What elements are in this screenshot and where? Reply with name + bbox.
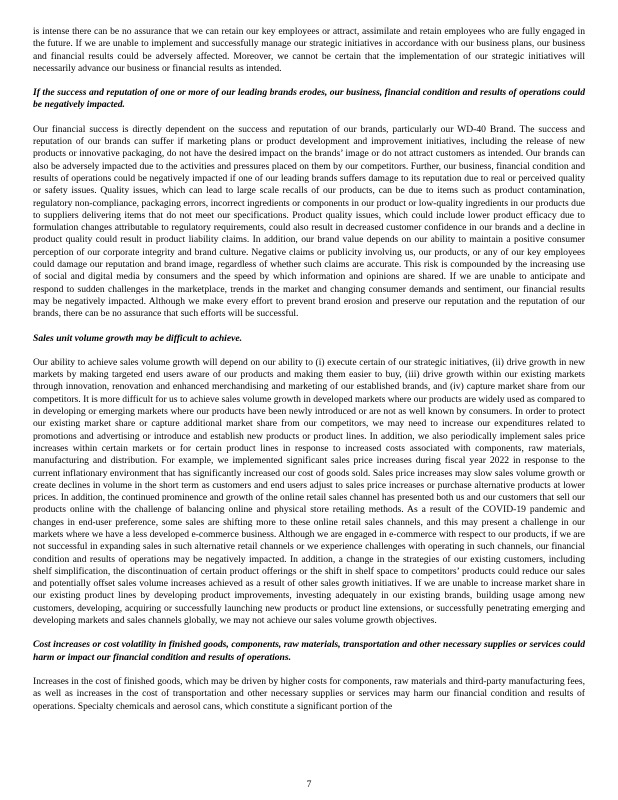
page-number: 7 <box>306 779 312 790</box>
paragraph-brand-reputation: Our financial success is directly dependent on the success and reputation of our brands, particularly our WD-40 Brand. The success and reputation of our brands can suffer if marketing plans or product development and improvement initiatives, including the release of new products or innovative packaging, do not have the desired impact on the brands’ image or do not attract customers as intended. Our brands can also be adversely impacted due to the activities and pressures placed on them by our competitors. Further, our business, financial condition and results of operations could be negatively impacted if one of our leading brands suffers damage to its reputation due to real or perceived quality or safety issues. Quality issues, which can lead to large scale recalls of our products, can be due to items such as product contamination, regulatory non-compliance, packaging errors, incorrect ingredients or components in our product or low-quality ingredients in our products due to suppliers delivering items that do not meet our specifications. Product quality issues, which could include lower product efficacy due to formulation changes attributable to regulatory requirements, could also result in decreased customer confidence in our brands and a decline in product quality could result in product liability claims. In addition, our brand value depends on our ability to maintain a positive consumer perception of our corporate integrity and brand culture. Negative claims or publicity involving us, our products, or any of our key employees could damage our reputation and brand image, regardless of whether such claims are accurate. This risk is compounded by the increasing use of social and digital media by consumers and the speed by which information and opinions are shared. If we are unable to anticipate and respond to sudden challenges in the marketplace, trends in the market and changing consumer demands and sentiment, our financial results may be negatively impacted. Although we make every effort to prevent brand erosion and preserve our reputation and the reputation of our brands, there can be no assurance that such efforts will be successful. <box>33 123 585 320</box>
risk-heading-sales-volume: Sales unit volume growth may be difficult to achieve. <box>33 332 243 344</box>
risk-heading-cost-increases: Cost increases or cost volatility in finished goods, components, raw materials, transportation and other necessary supplies or services could harm or impact our financial condition and results of operations. <box>33 639 585 663</box>
paragraph-cost-increases: Increases in the cost of finished goods, which may be driven by higher costs for components, raw materials and third-party manufacturing fees, as well as increases in the cost of transportation and other necessary supplies or services may harm our financial condition and results of operations. Specialty chemicals and aerosol cans, which constitute a significant portion of the <box>33 675 585 712</box>
risk-heading-brand-reputation: If the success and reputation of one or more of our leading brands erodes, our business, financial condition and results of operations could be negatively impacted. <box>33 87 585 111</box>
paragraph-sales-volume: Our ability to achieve sales volume growth will depend on our ability to (i) execute certain of our strategic initiatives, (ii) drive growth in new markets by making targeted end users aware of our products and making them easier to buy, (iii) drive growth within our existing markets through innovation, renovation and enhanced merchandising and marketing of our established brands, and (iv) capture market share from our competitors. It is more difficult for us to achieve sales volume growth in developed markets where our products are widely used as compared to in developing or emerging markets where our products have been newly introduced or are not as well known by consumers. In order to protect our existing market share or capture additional market share from our competitors, we may need to increase our expenditures related to promotions and advertising or introduce and establish new products or product lines. In addition, we also periodically implement sales price increases within certain markets or for certain product lines in response to increased costs associated with components, raw materials, manufacturing and distribution. For example, we implemented significant sales price increases during fiscal year 2022 in response to the current inflationary environment that has significantly increased our cost of goods sold. Sales price increases may slow sales volume growth or create declines in volume in the short term as customers and end users adjust to sales price increases or purchase alternative products at lower prices. In addition, the continued prominence and growth of the online retail sales channel has presented both us and our customers that sell our products online with the challenge of balancing online and physical store retailing methods. As a result of the COVID-19 pandemic and changes in end-user preference, some sales are shifting more to these online retail sales channels, and this may present a challenge in our markets where we have a less developed e-commerce business. Although we are engaged in e-commerce with respect to our products, if we are not successful in expanding sales in such alternative retail channels or we experience challenges with operating in such channels, our financial condition and results of operations may be negatively impacted. In addition, a change in the strategies of our existing customers, including shelf simplification, the discontinuation of certain product offerings or the shift in shelf space to competitors’ products could reduce our sales and potentially offset sales volume increases achieved as a result of other sales growth initiatives. If we are unable to increase market share in our existing product lines by developing product improvements, investing adequately in our existing brands, building usage among new customers, developing, acquiring or successfully launching new products or product line extensions, or successfully penetrating emerging and developing markets and sales channels globally, we may not achieve our sales volume growth objectives. <box>33 356 585 627</box>
paragraph-continuation: is intense there can be no assurance that we can retain our key employees or attract, assimilate and retain employees who are fully engaged in the future. If we are unable to implement and successfully manage our strategic initiatives in accordance with our business plans, our business and financial results could be adversely affected. Moreover, we cannot be certain that the implementation of our strategic initiatives will necessarily advance our business or financial results as intended. <box>33 26 585 74</box>
